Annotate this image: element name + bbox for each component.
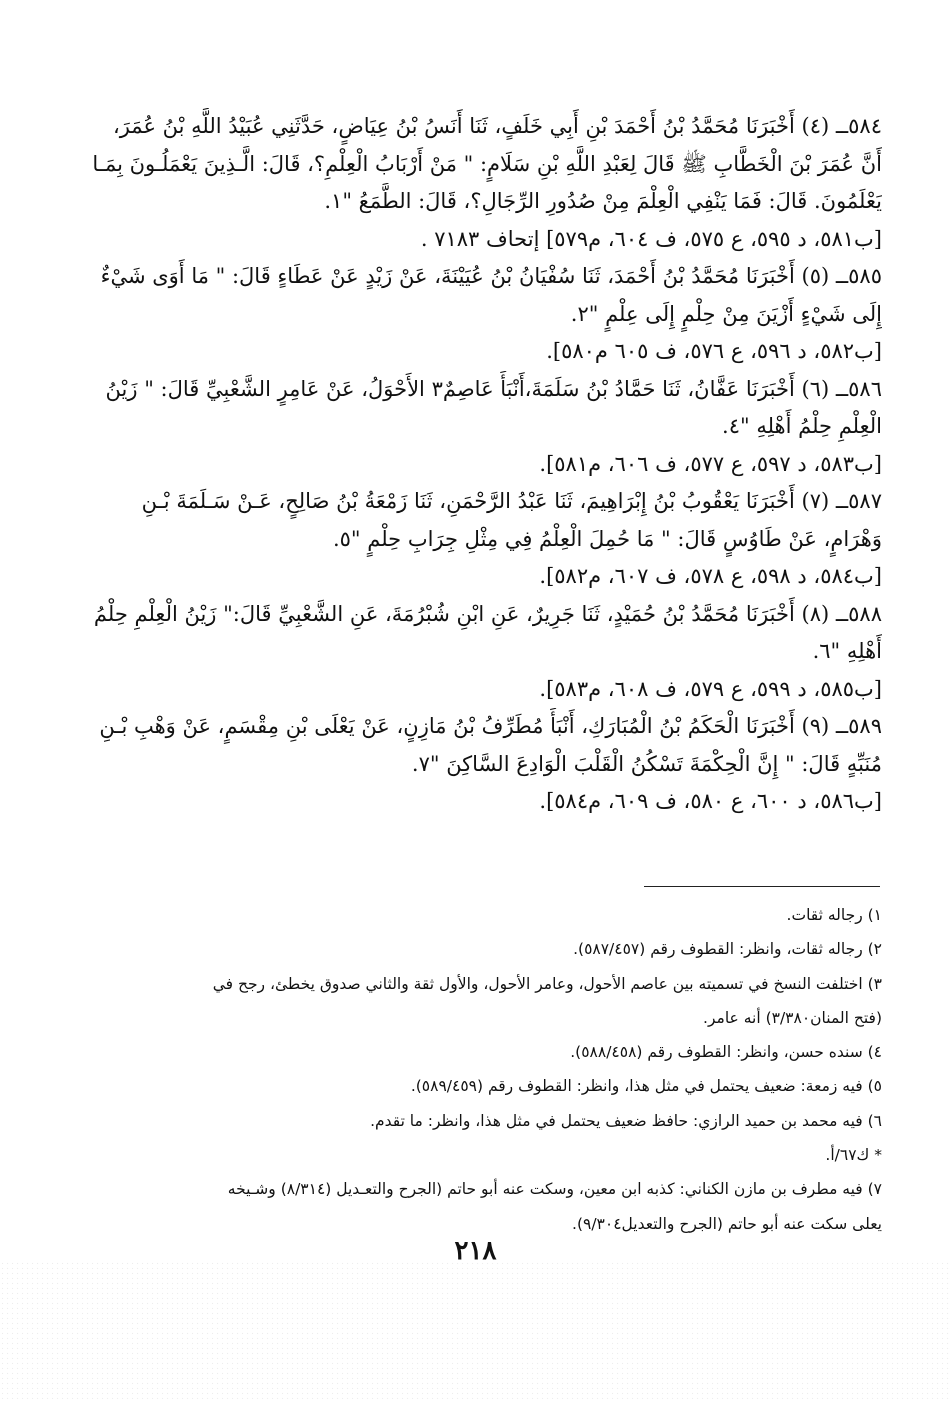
footnote: ٧) فيه مطرف بن مازن الكناني: كذبه ابن معين، وسكت عنه أبو حاتم (الجرح والتعـديل (٨/٣١٤) وشـيخه [227,1180,882,1199]
footnote: ٤) سنده حسن، وانظر: القطوف رقم (٥٨٨/٤٥٨). [570,1043,882,1062]
footnote: ٥) فيه زمعة: ضعيف يحتمل في مثل هذا، وانظر: القطوف رقم (٥٨٩/٤٥٩). [410,1077,882,1096]
text-line: مُنَبِّهٍ قَالَ: " إِنَّ الْحِكْمَةَ تَسْكُنُ الْقَلْبَ الْوَادِعَ السَّاكِنَ "٧. [411,751,882,776]
reference-line: [ب٥٨١، د ٥٩٥، ع ٥٧٥، ف ٦٠٤، م٥٧٩] إتحاف ٧١٨٣ . [420,226,882,251]
manuscript-marker: * ك٦٧/أ. [825,1146,882,1165]
reference-line: [ب٥٨٤، د ٥٩٨، ع ٥٧٨، ف ٦٠٧، م٥٨٢]. [539,564,882,588]
text-line: وَهْرَامٍ، عَنْ طَاوُسٍ قَالَ: " مَا حُمِلَ الْعِلْمُ فِي مِثْلِ جِرَابِ حِلْمٍ "٥. [332,526,882,551]
main-text [72,108,882,821]
footnote-divider [644,886,880,887]
text-line: أَنَّ عُمَرَ بْنَ الْخَطَّابِ ﷺ قَالَ لِعَبْدِ اللَّهِ بْنِ سَلَامٍ: " مَنْ أَرْبَابُ الْعِلْمِ؟، قَالَ: الَّـذِينَ يَعْمَلُـونَ بِمَـا [92,151,882,176]
text-line: الْعِلْمِ حِلْمُ أَهْلِهِ "٤. [722,414,882,438]
footnote: ٦) فيه محمد بن حميد الرازي: حافظ ضعيف يحتمل في مثل هذا، وانظر: ما تقدم. [370,1111,882,1130]
footnote: يعلى سكت عنه أبو حاتم (الجرح والتعديل٩/٣٠٤). [572,1214,882,1233]
text-line: إِلَى شَيْءٍ أَزْيَنَ مِنْ حِلْمٍ إِلَى عِلْمٍ "٢. [570,301,882,326]
footnote: (فتح المنان٣/٣٨٠) أنه عامر. [703,1008,882,1027]
footnote: ٣) اختلفت النسخ في تسميته بين عاصم الأحول، وعامر الأحول، والأول ثقة والثاني صدوق يخطئ، رجح في [212,974,882,993]
reference-line: [ب٥٨٦، د ٦٠٠، ع ٥٨٠، ف ٦٠٩، م٥٨٤]. [539,789,882,813]
reference-line: [ب٥٨٣، د ٥٩٧، ع ٥٧٧، ف ٦٠٦، م٥٨١]. [539,451,882,476]
page-number: ٢١٨ [454,1236,497,1266]
reference-line: [ب٥٨٥، د ٥٩٩، ع ٥٧٩، ف ٦٠٨، م٥٨٣]. [539,676,882,701]
text-line: ٥٨٩ــ (٩) أَخْبَرَنَا الْحَكَمُ بْنُ الْمُبَارَكِ، أَنْبَأَ مُطَرِّفُ بْنُ مَازِنٍ، عَنْ يَعْلَى بْنِ مِقْسَمٍ، عَنْ وَهْبِ بْـنِ [99,714,882,738]
reference-line: [ب٥٨٢، د ٥٩٦، ع ٥٧٦، ف ٦٠٥ م٥٨٠]. [546,339,882,363]
text-line: ٥٨٧ــ (٧) أَخْبَرَنَا يَعْقُوبُ بْنُ إِبْرَاهِيمَ، ثَنَا عَبْدُ الرَّحْمَنِ، ثَنَا زَمْعَةُ بْنُ صَالِحٍ، عَـنْ سَـلَمَةَ بْـنِ [141,489,882,513]
scan-texture [0,1261,951,1401]
footnote: ٢) رجاله ثقات، وانظر: القطوف رقم (٥٨٧/٤٥٧). [573,940,882,959]
footnote: ١) رجاله ثقات. [786,906,882,924]
footnotes [68,898,882,1241]
text-line: ٥٨٥ــ (٥) أَخْبَرَنَا مُحَمَّدُ بْنُ أَحْمَدَ، ثَنَا سُفْيَانُ بْنُ عُيَيْنَةَ، عَنْ زَيْدٍ عَنْ عَطَاءٍ قَالَ: " مَا أَوَى شَيْءٌ [100,264,882,288]
text-line: يَعْلَمُونَ. قَالَ: فَمَا يَنْفِي الْعِلْمَ مِنْ صُدُورِ الرِّجَالِ؟، قَالَ: الطَّمَعُ "١. [324,189,882,213]
text-line: ٥٨٨ــ (٨) أَخْبَرَنَا مُحَمَّدُ بْنُ حُمَيْدٍ، ثَنَا جَرِيرٌ، عَنِ ابْنِ شُبْرُمَةَ، عَنِ الشَّعْبِيِّ قَالَ:" زَيْنُ الْعِلْمِ حِلْمُ [93,601,882,626]
text-line: ٥٨٦ــ (٦) أَخْبَرَنَا عَفَّانُ، ثَنَا حَمَّادُ بْنُ سَلَمَةَ،أَنْبَأَ عَاصِمٌ٣ الأَحْوَلُ، عَنْ عَامِرٍ الشَّعْبِيِّ قَالَ: " زَيْنُ [105,376,882,401]
text-line: ٥٨٤ــ (٤) أَخْبَرَنَا مُحَمَّدُ بْنُ أَحْمَدَ بْنِ أَبِي خَلَفٍ، ثَنَا أَنَسُ بْنُ عِيَاضٍ، حَدَّثَنِي عُبَيْدُ اللَّهِ بْنُ عُمَرَ، [112,114,882,138]
text-line: أَهْلِهِ "٦. [812,639,882,663]
